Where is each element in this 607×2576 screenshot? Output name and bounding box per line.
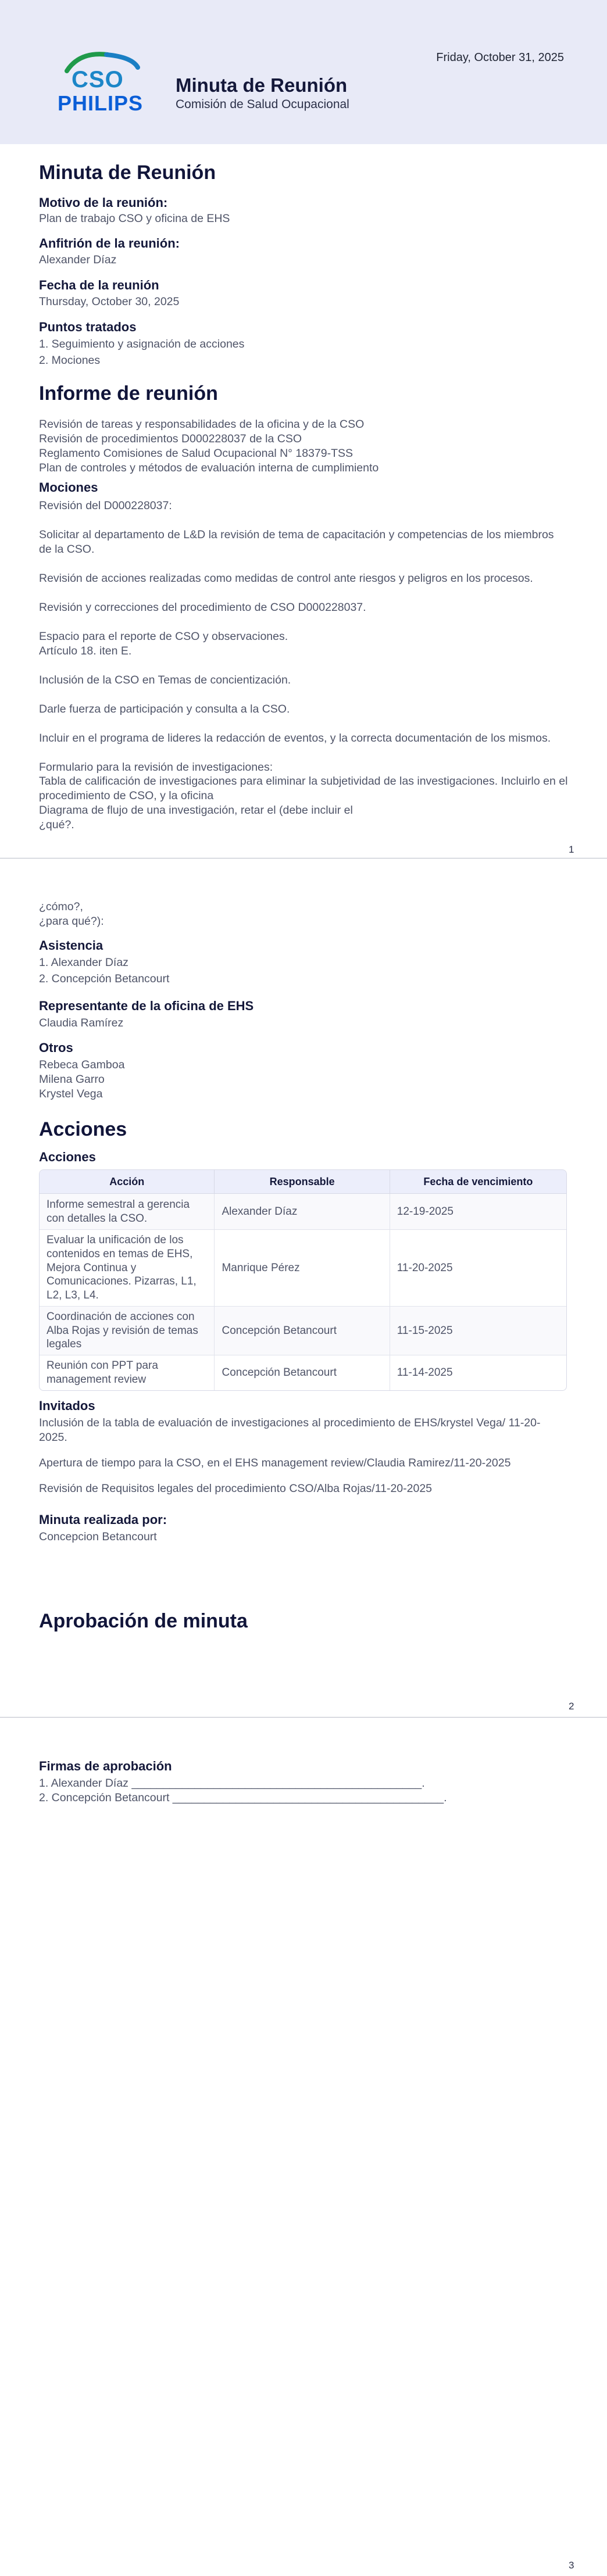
header-date: Friday, October 31, 2025	[436, 51, 564, 64]
motivo-label: Motivo de la reunión:	[39, 195, 168, 210]
cso-philips-logo	[56, 50, 149, 114]
column-header-accion: Acción	[40, 1170, 215, 1194]
acciones-subtitle: Acciones	[39, 1150, 96, 1164]
puntos-item: 1. Seguimiento y asignación de acciones	[39, 338, 245, 350]
asistencia-label: Asistencia	[39, 938, 103, 953]
mocion-paragraph: Darle fuerza de participación y consulta a la CSO.	[39, 702, 290, 715]
mocion-paragraph: Formulario para la revisión de investigaciones:	[39, 760, 273, 774]
table-header-row	[40, 1170, 566, 1194]
firmas-label: Firmas de aprobación	[39, 1759, 172, 1773]
fecha-value: Thursday, October 30, 2025	[39, 295, 180, 308]
puntos-item: 2. Mociones	[39, 354, 101, 367]
informe-line: Revisión de procedimientos D000228037 de la CSO	[39, 432, 302, 445]
asistencia-item: 2. Concepción Betancourt	[39, 972, 170, 985]
asistencia-list	[39, 956, 169, 986]
cell-accion: Evaluar la unificación de los contenidos en temas de EHS, Mejora Continua y Comunicaciones. Pizarras, L1, L2, L3, L4.	[40, 1230, 215, 1307]
informe-line: Plan de controles y métodos de evaluación interna de cumplimiento	[39, 461, 379, 474]
firma-line: 2. Concepción Betancourt ___________________________________________.	[39, 1791, 447, 1804]
mocion-paragraph: Revisión y correcciones del procedimiento de CSO D000228037.	[39, 600, 366, 614]
cell-responsable: Manrique Pérez	[215, 1230, 390, 1307]
realizada-label: Minuta realizada por:	[39, 1512, 167, 1527]
mociones-body	[39, 499, 568, 832]
mocion-paragraph: Espacio para el reporte de CSO y observaciones.	[39, 629, 288, 643]
column-header-responsable: Responsable	[215, 1170, 390, 1194]
table-row	[40, 1307, 566, 1355]
representante-value: Claudia Ramírez	[39, 1017, 124, 1029]
mocion-paragraph: Revisión de acciones realizadas como medidas de control ante riesgos y peligros en los procesos.	[39, 571, 533, 585]
firma-line: 1. Alexander Díaz ______________________________________________.	[39, 1777, 425, 1790]
cell-responsable: Concepción Betancourt	[215, 1355, 390, 1390]
mocion-paragraph: Artículo 18. iten E.	[39, 644, 132, 657]
mocion-paragraph: Tabla de calificación de investigaciones para eliminar la subjetividad de las investigaciones. Incluirlo en el procedimiento de CSO, y la oficina	[39, 775, 568, 803]
logo-cso-text: CSO	[72, 67, 124, 92]
acciones-table-wrapper	[39, 1169, 567, 1391]
otros-item: Milena Garro	[39, 1072, 105, 1086]
cell-accion: Reunión con PPT para management review	[40, 1355, 215, 1390]
table-row	[40, 1355, 566, 1390]
table-row	[40, 1194, 566, 1230]
cell-accion: Informe semestral a gerencia con detalles la CSO.	[40, 1194, 215, 1230]
mocion-paragraph: Inclusión de la CSO en Temas de concientización.	[39, 673, 291, 686]
aprobacion-title: Aprobación de minuta	[39, 1610, 248, 1632]
representante-label: Representante de la oficina de EHS	[39, 999, 254, 1013]
logo-philips-text: PHILIPS	[58, 91, 144, 114]
cell-fecha: 11-15-2025	[390, 1307, 566, 1355]
mocion-paragraph: Incluir en el programa de lideres la redacción de eventos, y la correcta documentación de los mismos.	[39, 731, 551, 745]
invitado-item: Inclusión de la tabla de evaluación de investigaciones al procedimiento de EHS/krystel Vega/ 11-20-2025.	[39, 1416, 541, 1444]
mocion-paragraph: ¿cómo?,	[39, 900, 83, 913]
invitado-item: Apertura de tiempo para la CSO, en el EHS management review/Claudia Ramirez/11-20-2025	[39, 1456, 511, 1469]
otros-label: Otros	[39, 1040, 73, 1055]
anfitrion-label: Anfitrión de la reunión:	[39, 236, 180, 251]
cell-responsable: Concepción Betancourt	[215, 1307, 390, 1355]
informe-line: Revisión de tareas y responsabilidades de la oficina y de la CSO	[39, 418, 365, 431]
fecha-label: Fecha de la reunión	[39, 278, 159, 292]
table-row	[40, 1230, 566, 1307]
logo-arc-blue	[106, 55, 138, 67]
acciones-table	[39, 1169, 567, 1391]
cell-accion: Coordinación de acciones con Alba Rojas y revisión de temas legales	[40, 1307, 215, 1355]
otros-item: Krystel Vega	[39, 1087, 103, 1100]
anfitrion-value: Alexander Díaz	[39, 253, 117, 266]
otros-list	[39, 1058, 124, 1101]
realizada-value: Concepcion Betancourt	[39, 1530, 157, 1543]
main-title: Minuta de Reunión	[39, 162, 216, 184]
cell-responsable: Alexander Díaz	[215, 1194, 390, 1230]
mociones-label: Mociones	[39, 480, 98, 495]
mocion-continuation	[39, 900, 104, 929]
cell-fecha: 11-20-2025	[390, 1230, 566, 1307]
invitados-label: Invitados	[39, 1398, 95, 1413]
mocion-paragraph: Solicitar al departamento de L&D la revisión de tema de capacitación y competencias de los miembros de la CSO.	[39, 528, 554, 556]
acciones-title: Acciones	[39, 1118, 127, 1140]
firmas-list	[39, 1776, 447, 1805]
mocion-paragraph: Diagrama de flujo de una investigación, retar el (debe incluir el	[39, 804, 353, 817]
informe-lines	[39, 417, 568, 475]
mocion-paragraph: Revisión del D000228037:	[39, 499, 172, 512]
header-subtitle: Comisión de Salud Ocupacional	[176, 98, 349, 111]
invitado-item: Revisión de Requisitos legales del procedimiento CSO/Alba Rojas/11-20-2025	[39, 1482, 433, 1495]
page-number: 1	[569, 844, 574, 855]
page-divider	[0, 1717, 607, 1718]
asistencia-item: 1. Alexander Díaz	[39, 956, 128, 969]
informe-line: Reglamento Comisiones de Salud Ocupacional N° 18379-TSS	[39, 446, 354, 460]
column-header-fecha: Fecha de vencimiento	[390, 1170, 566, 1194]
header-title: Minuta de Reunión	[176, 74, 348, 96]
mocion-paragraph: ¿para qué?):	[39, 914, 104, 928]
puntos-label: Puntos tratados	[39, 320, 137, 334]
cell-fecha: 11-14-2025	[397, 1366, 453, 1379]
page-number: 2	[569, 1701, 574, 1712]
mocion-paragraph: ¿qué?.	[39, 818, 74, 832]
motivo-value: Plan de trabajo CSO y oficina de EHS	[39, 212, 230, 225]
page-number: 3	[569, 2560, 574, 2571]
cell-fecha: 12-19-2025	[390, 1194, 566, 1230]
otros-item: Rebeca Gamboa	[39, 1058, 125, 1071]
informe-title: Informe de reunión	[39, 382, 218, 405]
invitados-list	[39, 1416, 568, 1496]
